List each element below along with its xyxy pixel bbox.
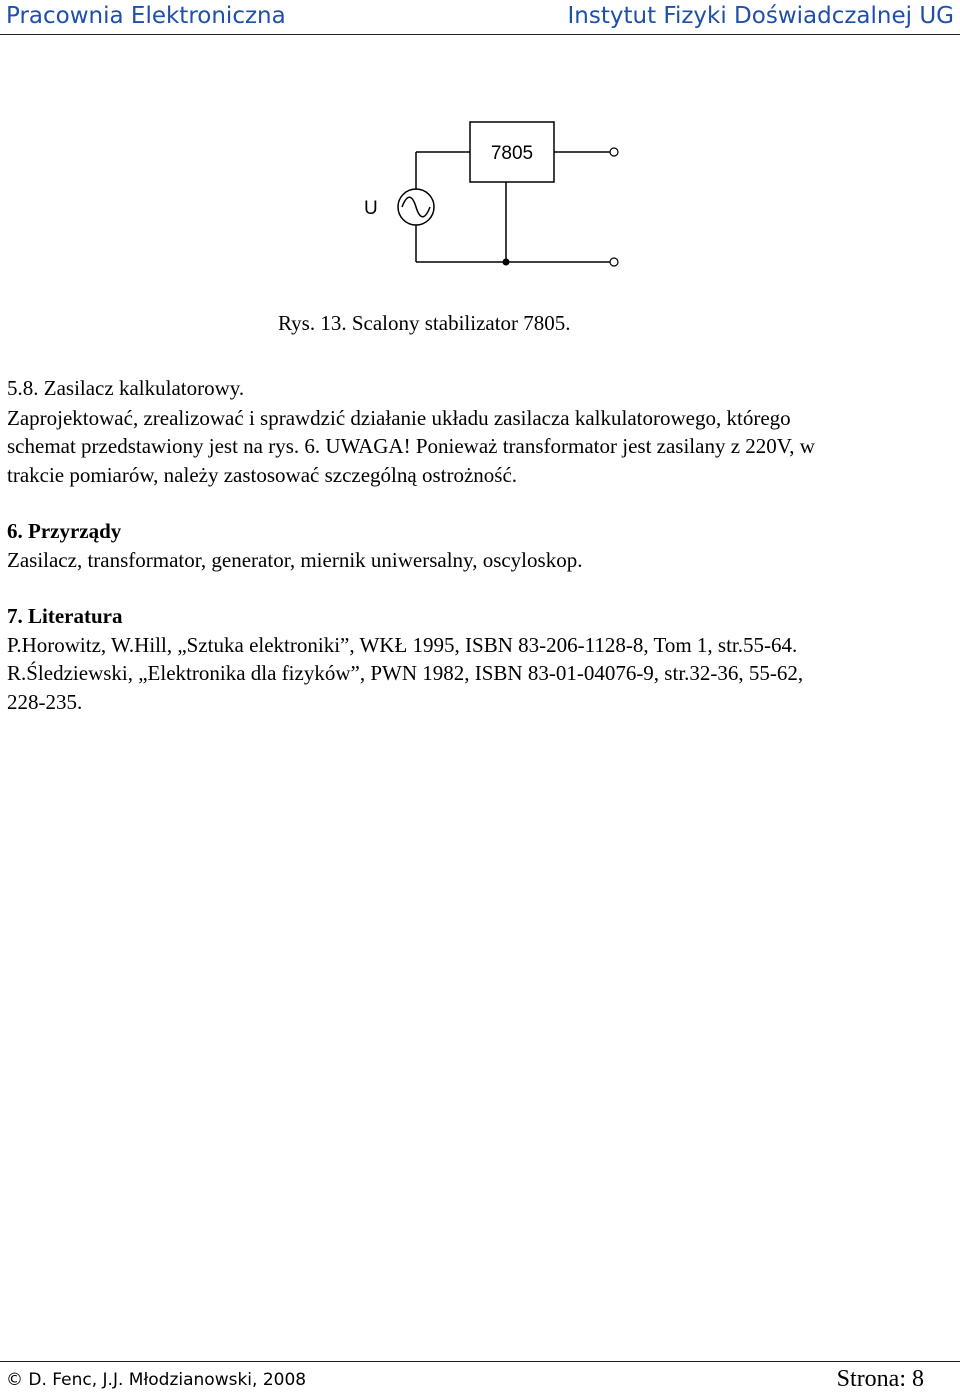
- header-right-title: Instytut Fizyki Doświadczalnej UG: [567, 3, 954, 29]
- reference-2: R.Śledziewski, „Elektronika dla fizyków”, PWN 1982, ISBN 83-01-04076-9, str.32-36, 55-62,: [7, 661, 804, 685]
- section-6-heading: 6. Przyrządy: [7, 519, 122, 543]
- source-label: U: [364, 198, 378, 219]
- junction-dot: [503, 259, 510, 266]
- page-footer: [0, 1361, 960, 1394]
- reference-1: P.Horowitz, W.Hill, „Sztuka elektroniki”, WKŁ 1995, ISBN 83-206-1128-8, Tom 1, str.55-64.: [7, 633, 798, 657]
- regulator-label: 7805: [490, 143, 534, 164]
- section-5-8-line-1: Zaprojektować, zrealizować i sprawdzić działanie układu zasilacza kalkulatorowego, którego: [7, 406, 791, 430]
- page-number: Strona: 8: [836, 1366, 924, 1392]
- section-7-heading: 7. Literatura: [7, 604, 123, 628]
- circuit-diagram: [340, 110, 640, 280]
- section-6-text: Zasilacz, transformator, generator, miernik uniwersalny, oscyloskop.: [7, 548, 583, 572]
- page-header: [0, 0, 960, 35]
- output-terminal-bottom: [610, 258, 618, 266]
- output-terminal-top: [610, 148, 618, 156]
- footer-copyright: © D. Fenc, J.J. Młodzianowski, 2008: [6, 1370, 307, 1390]
- section-5-8-line-2: schemat przedstawiony jest na rys. 6. UWAGA! Ponieważ transformator jest zasilany z 220V, w: [7, 434, 815, 458]
- header-left-title: Pracownia Elektroniczna: [6, 3, 286, 29]
- figure-caption: Rys. 13. Scalony stabilizator 7805.: [278, 311, 571, 335]
- section-5-8-heading: 5.8. Zasilacz kalkulatorowy.: [7, 376, 245, 400]
- section-5-8-line-3: trakcie pomiarów, należy zastosować szczególną ostrożność.: [7, 463, 518, 487]
- reference-2-cont: 228-235.: [7, 690, 83, 714]
